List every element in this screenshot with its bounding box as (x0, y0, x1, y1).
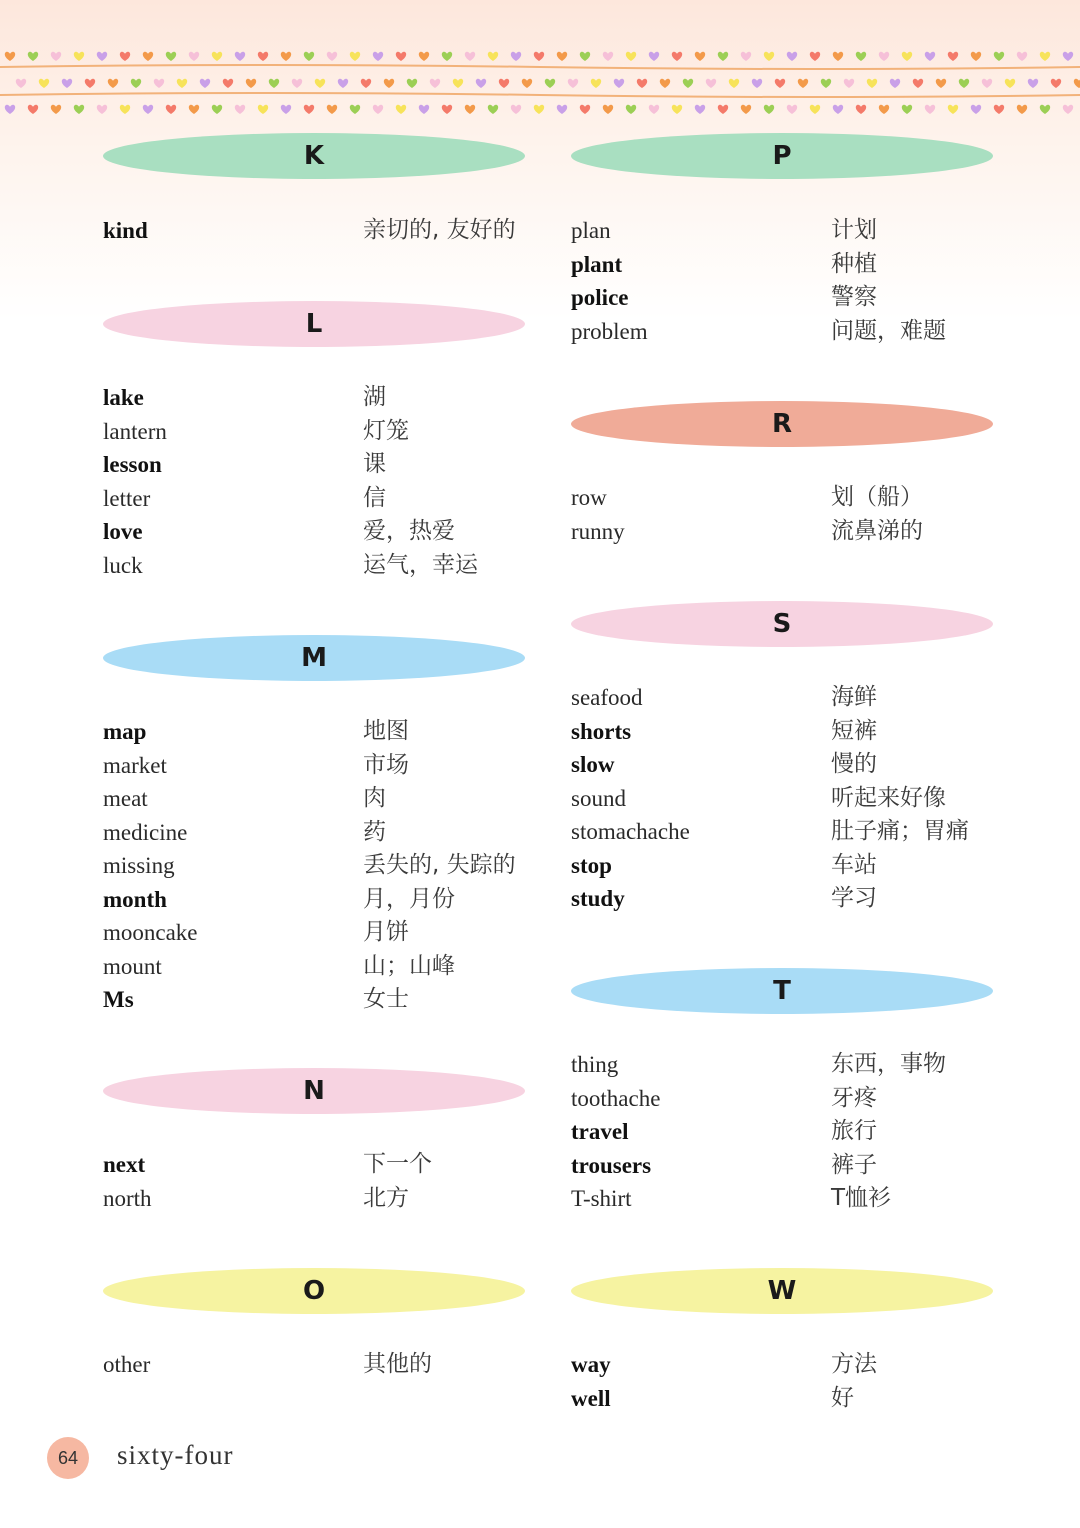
english-word: meat (103, 786, 148, 811)
heart-icon (442, 52, 452, 61)
english-word: lake (103, 385, 144, 410)
vocab-entry (571, 481, 1001, 515)
chinese-meaning: 裤子 (831, 1151, 877, 1178)
english-word: north (103, 1185, 152, 1211)
english-word: row (571, 485, 607, 510)
heart-icon (672, 105, 682, 114)
heart-icon (246, 79, 256, 88)
vocab-entry (571, 248, 1001, 282)
vocab-entry (571, 849, 1001, 883)
heart-icon (1005, 79, 1015, 88)
heart-icon (258, 52, 268, 61)
chinese-meaning: 月，月份 (363, 885, 455, 912)
heart-icon (1051, 79, 1061, 88)
english-word: mooncake (103, 920, 198, 945)
chinese-meaning: 方法 (831, 1351, 877, 1377)
heart-icon (994, 105, 1004, 114)
heart-icon (534, 52, 544, 61)
heart-icon (373, 105, 383, 114)
heart-icon (580, 52, 590, 61)
english-word: lesson (103, 452, 162, 477)
english-word: study (571, 886, 625, 911)
word-list (571, 1348, 1001, 1415)
chinese-meaning: 爱，热爱 (363, 518, 455, 544)
vocab-entry (571, 1348, 1001, 1382)
heart-icon (626, 52, 636, 61)
heart-icon (212, 52, 222, 61)
english-word: market (103, 752, 167, 778)
letter-header-m (103, 635, 525, 681)
section-letter: L (305, 309, 323, 339)
chinese-meaning: 流鼻涕的 (831, 517, 923, 544)
heart-icon (879, 52, 889, 61)
english-word: thing (571, 1052, 619, 1077)
heart-icon (258, 105, 268, 114)
heart-icon (5, 105, 15, 114)
heart-icon (902, 105, 912, 114)
english-word: sound (571, 785, 626, 811)
heart-icon (108, 79, 118, 88)
word-list (571, 1048, 1001, 1216)
letter-header-n (103, 1068, 525, 1114)
heart-icon (982, 79, 992, 88)
chinese-meaning: 山；山峰 (363, 952, 455, 979)
english-word: mount (103, 953, 162, 979)
vocab-entry (103, 715, 533, 749)
heart-icon (1074, 79, 1080, 88)
english-word: kind (103, 218, 148, 243)
chinese-meaning: 牙疼 (831, 1084, 877, 1111)
page-number-words: sixty-four (117, 1440, 234, 1470)
section-letter: O (302, 1276, 326, 1306)
chinese-meaning: 计划 (831, 217, 877, 243)
english-word: plant (571, 251, 623, 277)
english-word: other (103, 1352, 151, 1377)
english-word: way (571, 1352, 611, 1377)
vocab-entry (103, 1148, 533, 1182)
chinese-meaning: 月饼 (363, 919, 409, 945)
heart-icon (557, 105, 567, 114)
heart-icon (51, 105, 61, 114)
heart-icon (74, 105, 84, 114)
heart-icon (488, 105, 498, 114)
vocab-entry (571, 1382, 1001, 1416)
vocab-entry (571, 515, 1001, 549)
english-word: stomachache (571, 819, 690, 844)
heart-icon (580, 105, 590, 114)
vocab-entry (571, 815, 1001, 849)
vocab-entry (571, 1082, 1001, 1116)
word-list (571, 681, 1001, 916)
heart-icon (407, 79, 417, 88)
heart-icon (925, 105, 935, 114)
heart-icon (775, 79, 785, 88)
chinese-meaning: 北方 (363, 1184, 409, 1211)
english-word: medicine (103, 819, 188, 845)
vocab-entry (571, 281, 1001, 315)
section-letter: S (772, 609, 792, 639)
heart-icon (235, 105, 245, 114)
english-word: letter (103, 485, 151, 511)
letter-header-r (571, 401, 993, 447)
section-letter: K (303, 141, 325, 171)
chinese-meaning: 信 (363, 484, 386, 511)
section-letter: P (772, 141, 792, 171)
heart-icon (787, 105, 797, 114)
heart-icon (626, 105, 636, 114)
vocab-entry (103, 415, 533, 449)
chinese-meaning: 警察 (831, 284, 877, 310)
chinese-meaning: 药 (363, 818, 386, 845)
heart-icon (327, 52, 337, 61)
heart-icon (856, 52, 866, 61)
chinese-meaning: 运气，幸运 (363, 551, 478, 578)
heart-icon (97, 52, 107, 61)
heart-icon (764, 52, 774, 61)
heart-icon (925, 52, 935, 61)
heart-icon (143, 105, 153, 114)
heart-icon (959, 79, 969, 88)
chinese-meaning: 下一个 (363, 1151, 432, 1177)
heart-icon (603, 105, 613, 114)
heart-icon (212, 105, 222, 114)
chinese-meaning: 地图 (363, 718, 409, 744)
heart-icon (5, 52, 15, 61)
english-word: travel (571, 1119, 629, 1144)
heart-icon (683, 79, 693, 88)
heart-icon (798, 79, 808, 88)
heart-icon (729, 79, 739, 88)
heart-icon (511, 52, 521, 61)
vocab-entry (103, 1182, 533, 1216)
chinese-meaning: 亲切的, 友好的 (363, 217, 516, 243)
heart-icon (764, 105, 774, 114)
heart-icon (350, 52, 360, 61)
heart-icon (545, 79, 555, 88)
chinese-meaning: 湖 (363, 384, 386, 410)
heart-icon (879, 105, 889, 114)
chinese-meaning: 慢的 (831, 751, 877, 777)
heart-icon (718, 52, 728, 61)
heart-icon (499, 79, 509, 88)
heart-icon (660, 79, 670, 88)
heart-icon (120, 105, 130, 114)
heart-icon (890, 79, 900, 88)
chinese-meaning: 肉 (363, 785, 386, 811)
vocab-entry (103, 782, 533, 816)
vocab-entry (103, 515, 533, 549)
letter-header-s (571, 601, 993, 647)
heart-icon (695, 52, 705, 61)
chinese-meaning: 肚子痛；胃痛 (831, 818, 969, 844)
letter-header-t (571, 968, 993, 1014)
heart-icon (1063, 105, 1073, 114)
heart-icon (672, 52, 682, 61)
chinese-meaning: 车站 (831, 851, 877, 878)
heart-icon (16, 79, 26, 88)
chinese-meaning: 种植 (831, 250, 877, 277)
page-number-badge: 64 (47, 1437, 89, 1479)
heart-icon (488, 52, 498, 61)
heart-icon (971, 105, 981, 114)
english-word: police (571, 285, 629, 310)
vocab-entry (103, 1348, 533, 1382)
heart-icon (361, 79, 371, 88)
word-list (103, 1348, 533, 1382)
english-word: luck (103, 552, 143, 578)
heart-icon (304, 52, 314, 61)
heart-icon (51, 52, 61, 61)
english-word: well (571, 1385, 611, 1411)
english-word: Ms (103, 987, 134, 1012)
heart-icon (741, 52, 751, 61)
heart-icon (39, 79, 49, 88)
heart-icon (453, 79, 463, 88)
heart-icon (476, 79, 486, 88)
heart-icon (1028, 79, 1038, 88)
english-word: T-shirt (571, 1186, 632, 1211)
garland-string (0, 65, 1080, 69)
letter-header-p (571, 133, 993, 179)
heart-icon (810, 52, 820, 61)
heart-icon (706, 79, 716, 88)
vocab-entry (571, 782, 1001, 816)
english-word: lantern (103, 418, 167, 444)
heart-icon (327, 105, 337, 114)
english-word: seafood (571, 685, 643, 710)
chinese-meaning: 划（船） (831, 484, 923, 510)
heart-icon (1017, 52, 1027, 61)
heart-icon (752, 79, 762, 88)
heart-icon (591, 79, 601, 88)
heart-icon (85, 79, 95, 88)
heart-icon (1040, 105, 1050, 114)
english-word: missing (103, 853, 175, 878)
vocab-entry (103, 482, 533, 516)
heart-icon (844, 79, 854, 88)
vocab-entry (571, 214, 1001, 248)
heart-icon (867, 79, 877, 88)
heart-icon (936, 79, 946, 88)
heart-icon (948, 52, 958, 61)
heart-icon (166, 52, 176, 61)
heart-icon (442, 105, 452, 114)
heart-icon (821, 79, 831, 88)
vocab-entry (571, 748, 1001, 782)
vocab-entry (103, 549, 533, 583)
heart-icon (649, 105, 659, 114)
word-list (103, 1148, 533, 1215)
heart-icon (948, 105, 958, 114)
english-word: plan (571, 218, 611, 243)
heart-icon (304, 105, 314, 114)
heart-icon (1017, 105, 1027, 114)
english-word: map (103, 719, 147, 744)
heart-icon (913, 79, 923, 88)
english-word: problem (571, 318, 648, 344)
heart-icon (419, 105, 429, 114)
vocab-entry (103, 983, 533, 1017)
heart-icon (235, 52, 245, 61)
chinese-meaning: 东西，事物 (831, 1051, 946, 1077)
vocab-entry (571, 315, 1001, 349)
section-letter: M (301, 643, 327, 673)
chinese-meaning: T恤衫 (831, 1185, 892, 1211)
heart-icon (695, 105, 705, 114)
heart-icon (833, 52, 843, 61)
chinese-meaning: 课 (363, 451, 386, 477)
vocab-entry (103, 749, 533, 783)
heart-icon (154, 79, 164, 88)
letter-header-l (103, 301, 525, 347)
section-letter: N (303, 1076, 325, 1106)
vocab-entry (103, 916, 533, 950)
heart-icon (28, 105, 38, 114)
heart-icon (131, 79, 141, 88)
english-word: month (103, 886, 167, 912)
heart-icon (465, 105, 475, 114)
heart-icon (223, 79, 233, 88)
heart-icon (994, 52, 1004, 61)
section-letter: R (771, 409, 793, 439)
heart-icon (396, 105, 406, 114)
letter-header-k (103, 133, 525, 179)
english-word: trousers (571, 1152, 652, 1178)
section-letter: W (767, 1276, 797, 1306)
heart-icon (281, 105, 291, 114)
chinese-meaning: 丢失的, 失踪的 (363, 852, 516, 878)
vocab-entry (103, 214, 533, 248)
vocab-entry (571, 1048, 1001, 1082)
heart-icon (384, 79, 394, 88)
heart-icon (557, 52, 567, 61)
english-word: runny (571, 518, 625, 544)
heart-icon (787, 52, 797, 61)
vocab-entry (103, 448, 533, 482)
heart-icon (396, 52, 406, 61)
heart-icon (166, 105, 176, 114)
heart-icon (430, 79, 440, 88)
english-word: stop (571, 852, 612, 878)
heart-icon (189, 52, 199, 61)
garland-string (0, 93, 1080, 97)
heart-icon (315, 79, 325, 88)
english-word: love (103, 519, 143, 544)
heart-icon (373, 52, 383, 61)
word-list (103, 381, 533, 582)
vocab-entry (571, 1115, 1001, 1149)
heart-icon (143, 52, 153, 61)
vocab-entry (571, 1149, 1001, 1183)
heart-icon (522, 79, 532, 88)
heart-icon (718, 105, 728, 114)
vocab-entry (571, 1182, 1001, 1216)
english-word: next (103, 1152, 146, 1177)
chinese-meaning: 市场 (363, 751, 409, 778)
heart-icon (1040, 52, 1050, 61)
heart-icon (649, 52, 659, 61)
heart-icon (74, 52, 84, 61)
heart-icon (465, 52, 475, 61)
chinese-meaning: 短裤 (831, 717, 877, 744)
chinese-meaning: 问题，难题 (831, 317, 946, 344)
heart-icon (833, 105, 843, 114)
heart-icon (637, 79, 647, 88)
heart-icon (120, 52, 130, 61)
heart-icon (534, 105, 544, 114)
english-word: slow (571, 752, 615, 777)
vocab-entry (103, 950, 533, 984)
vocab-entry (103, 849, 533, 883)
heart-icon (971, 52, 981, 61)
word-list (103, 715, 533, 1017)
word-list (571, 481, 1001, 548)
vocab-entry (103, 883, 533, 917)
heart-icon (338, 79, 348, 88)
heart-icon (292, 79, 302, 88)
vocab-entry (103, 381, 533, 415)
heart-icon (810, 105, 820, 114)
heart-garland-decoration (0, 40, 1080, 130)
heart-icon (568, 79, 578, 88)
vocab-entry (103, 816, 533, 850)
heart-icon (741, 105, 751, 114)
chinese-meaning: 听起来好像 (831, 784, 946, 811)
chinese-meaning: 学习 (831, 885, 877, 911)
english-word: shorts (571, 718, 632, 744)
vocab-entry (571, 681, 1001, 715)
word-list (571, 214, 1001, 348)
chinese-meaning: 灯笼 (363, 417, 409, 444)
heart-icon (189, 105, 199, 114)
word-list (103, 214, 533, 248)
vocab-entry (571, 715, 1001, 749)
heart-icon (902, 52, 912, 61)
heart-icon (350, 105, 360, 114)
chinese-meaning: 女士 (363, 986, 409, 1012)
english-word: toothache (571, 1085, 661, 1111)
heart-icon (281, 52, 291, 61)
heart-icon (419, 52, 429, 61)
letter-header-o (103, 1268, 525, 1314)
vocab-entry (571, 882, 1001, 916)
heart-icon (62, 79, 72, 88)
heart-icon (511, 105, 521, 114)
heart-icon (177, 79, 187, 88)
letter-header-w (571, 1268, 993, 1314)
heart-icon (269, 79, 279, 88)
section-letter: T (773, 976, 791, 1006)
chinese-meaning: 好 (831, 1384, 854, 1411)
heart-icon (200, 79, 210, 88)
heart-icon (614, 79, 624, 88)
chinese-meaning: 海鲜 (831, 684, 877, 710)
heart-icon (28, 52, 38, 61)
heart-icon (1063, 52, 1073, 61)
heart-icon (97, 105, 107, 114)
heart-icon (603, 52, 613, 61)
chinese-meaning: 旅行 (831, 1118, 877, 1144)
chinese-meaning: 其他的 (363, 1351, 432, 1377)
heart-icon (856, 105, 866, 114)
